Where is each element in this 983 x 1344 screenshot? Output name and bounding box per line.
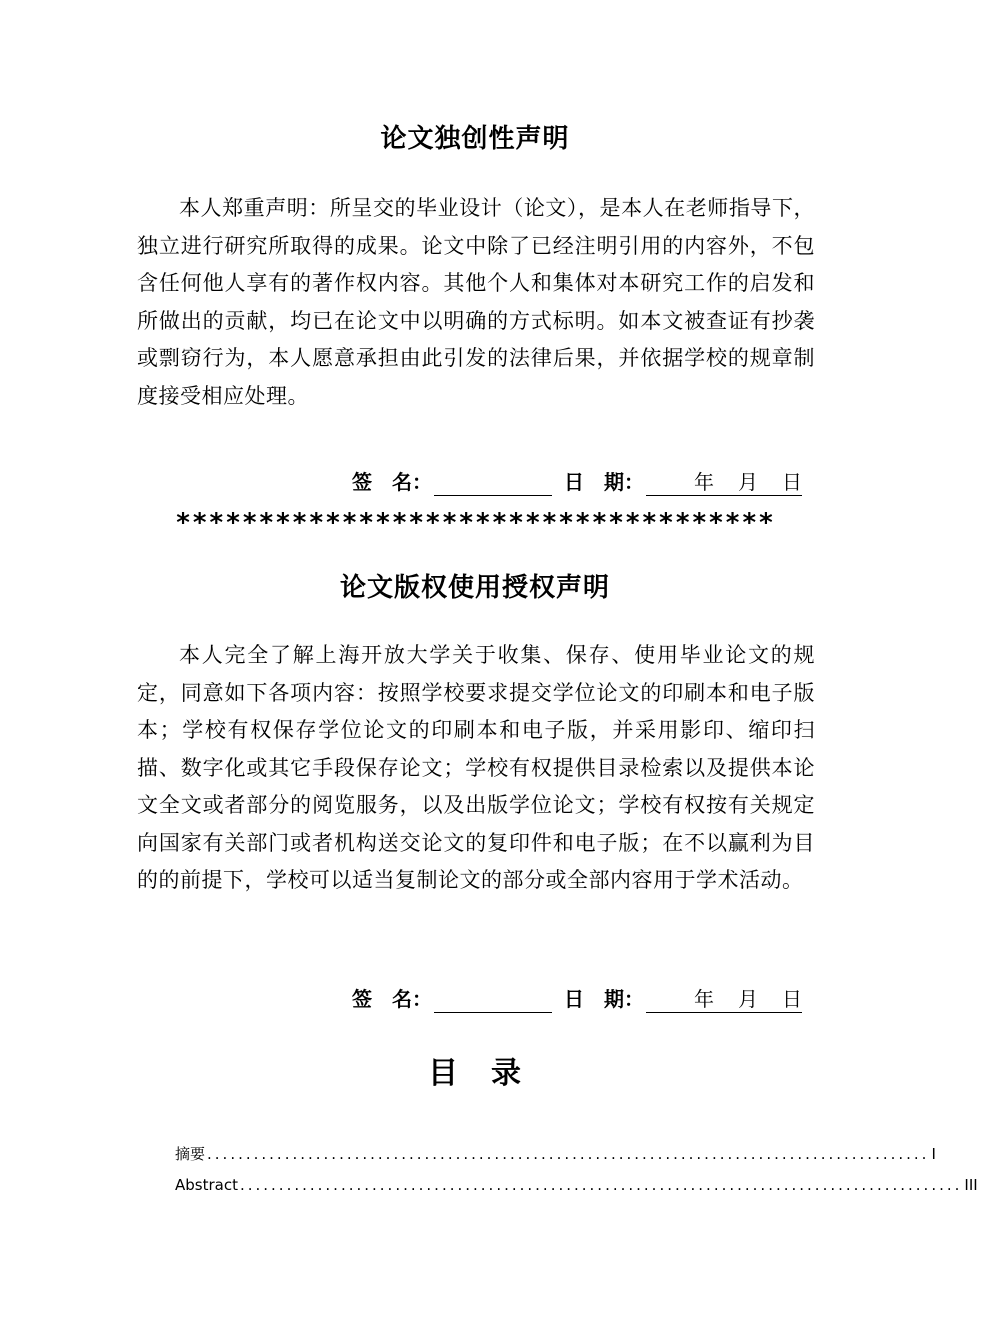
date-blank <box>646 466 802 496</box>
sign-label: 签 名 <box>352 987 412 1011</box>
toc-entry-label: Abstract <box>175 1176 238 1194</box>
date-label: 日 期 <box>564 987 624 1011</box>
signature-blank <box>434 992 552 1013</box>
toc-entry-page: III <box>964 1176 978 1194</box>
date-label: 日 期 <box>564 470 624 494</box>
year-label: 年 <box>694 987 714 1011</box>
toc-entry[interactable] <box>175 1176 978 1209</box>
year-label: 年 <box>694 470 714 494</box>
separator-stars: ************************************ <box>175 508 775 538</box>
copyright-title: 论文版权使用授权声明 <box>339 573 610 603</box>
day-label: 日 <box>782 470 802 494</box>
sign-label: 签 名 <box>352 470 412 494</box>
toc-entry-label: 摘要 <box>175 1145 206 1163</box>
toc-title-char-2: 录 <box>491 1056 522 1091</box>
toc-entry[interactable] <box>175 1143 936 1176</box>
toc-title <box>0 1048 950 1092</box>
originality-signature-row: 签 名： 日 期： 年 月 日 <box>352 466 802 496</box>
toc-leader-dots: ............................................................................................. <box>239 1176 963 1194</box>
originality-body: 本人郑重声明：所呈交的毕业设计（论文），是本人在老师指导下，独立进行研究所取得的成果。论文中除了已经注明引用的内容外，不包含任何他人享有的著作权内容。其他个人和集体对本研究工作的启发和所做出的贡献，均已在论文中以明确的方式标明。如本文被查证有抄袭或剽窃行为，本人愿意承担由此引发的法律后果，并依据学校的规章制度接受相应处理。 <box>137 196 815 408</box>
month-label: 月 <box>738 470 758 494</box>
day-label: 日 <box>782 987 802 1011</box>
copyright-signature-row: 签 名： 日 期： 年 月 日 <box>352 983 802 1013</box>
toc-title-char-1: 目 <box>428 1056 459 1091</box>
month-label: 月 <box>738 987 758 1011</box>
toc-list <box>175 1143 978 1209</box>
toc-leader-dots: ............................................................................................. <box>207 1145 930 1163</box>
date-blank <box>646 983 802 1013</box>
toc-entry-page: I <box>931 1145 936 1163</box>
originality-title: 论文独创性声明 <box>380 124 570 154</box>
copyright-body: 本人完全了解上海开放大学关于收集、保存、使用毕业论文的规定，同意如下各项内容：按照学校要求提交学位论文的印刷本和电子版本；学校有权保存学位论文的印刷本和电子版，并采用影印、缩印扫描、数字化或其它手段保存论文；学校有权提供目录检索以及提供本论文全文或者部分的阅览服务，以及出版学位论文；学校有权按有关规定向国家有关部门或者机构送交论文的复印件和电子版；在不以赢利为目的的前提下，学校可以适当复制论文的部分或全部内容用于学术活动。 <box>137 643 815 892</box>
signature-blank <box>434 475 552 496</box>
